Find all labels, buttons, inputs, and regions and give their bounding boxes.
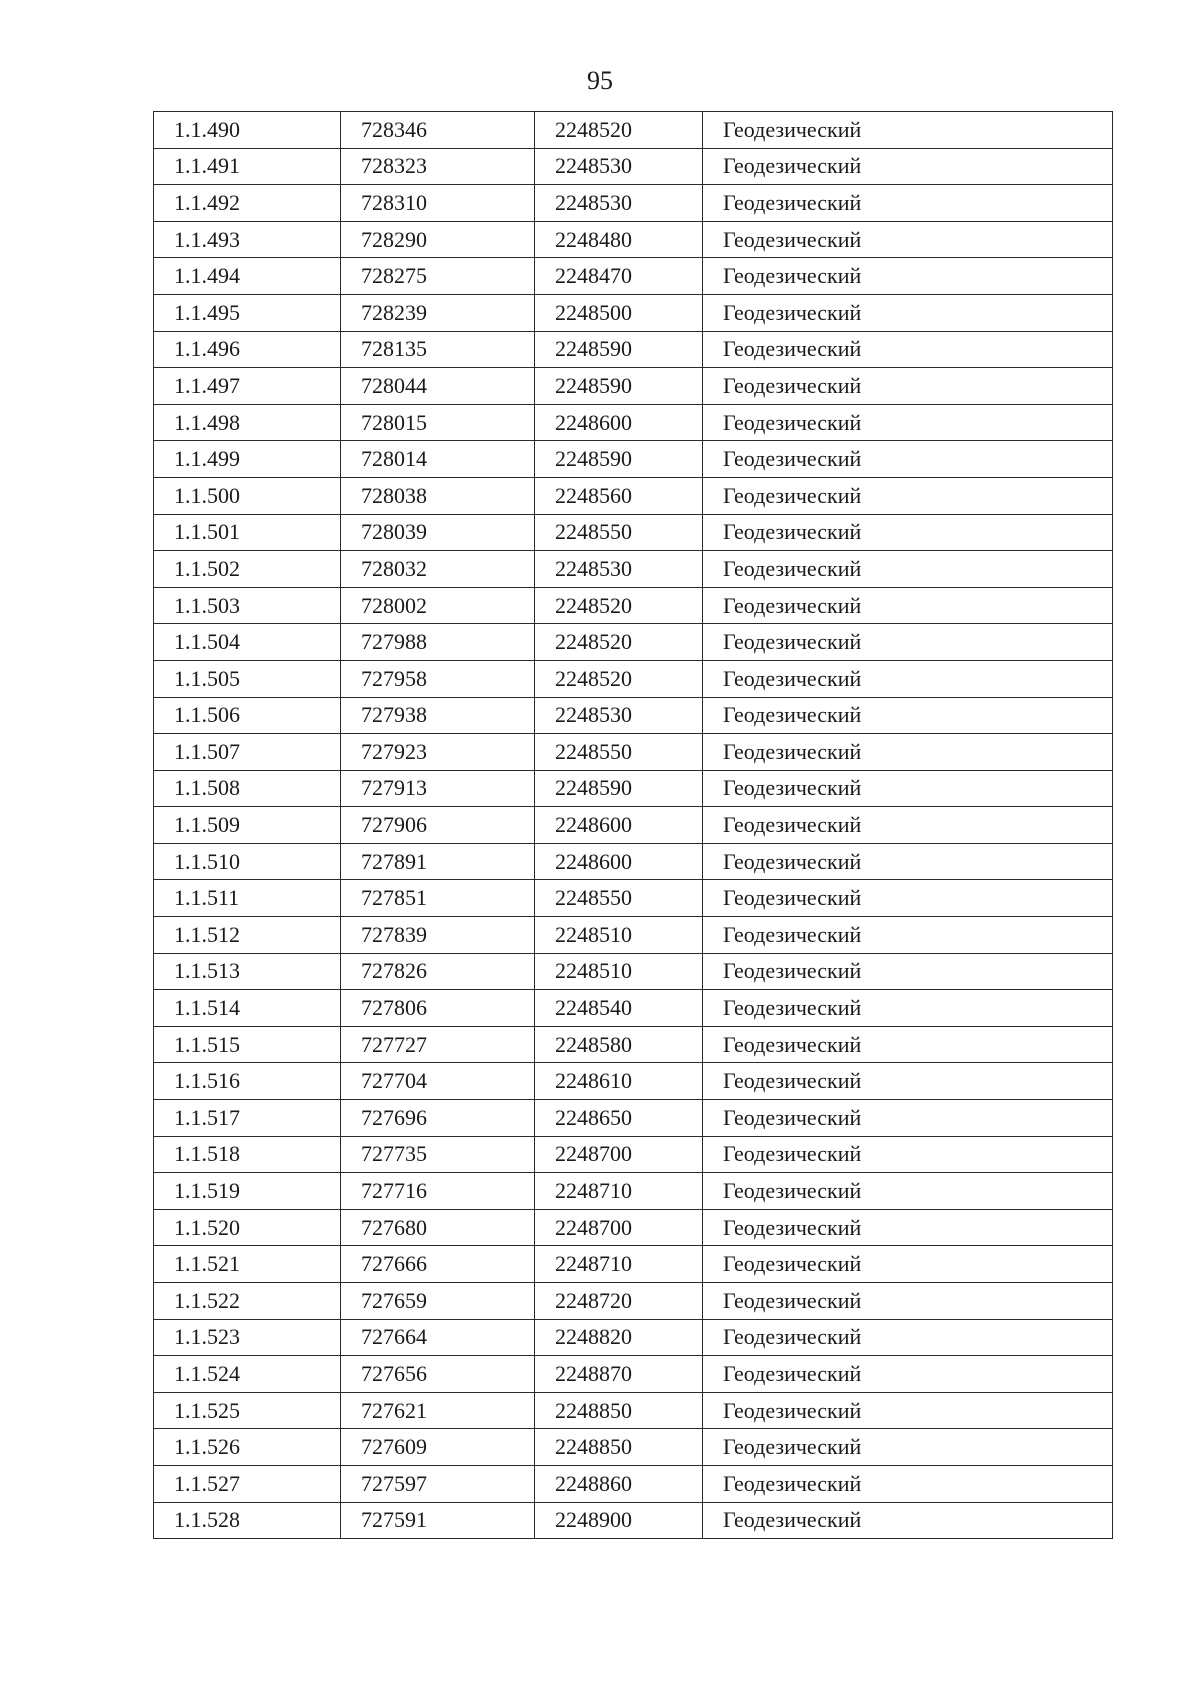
point-type-cell: Геодезический [703,1319,1113,1356]
x-coordinate-cell: 727826 [341,953,535,990]
table-row [154,1283,1113,1320]
point-type-cell: Геодезический [703,1026,1113,1063]
x-coordinate-cell: 727704 [341,1063,535,1100]
y-coordinate-cell: 2248590 [535,368,703,405]
point-number-cell: 1.1.502 [154,551,341,588]
x-coordinate-cell: 728002 [341,587,535,624]
x-coordinate-cell: 728039 [341,514,535,551]
table-row [154,1319,1113,1356]
point-type-cell: Геодезический [703,734,1113,771]
y-coordinate-cell: 2248520 [535,624,703,661]
point-number-cell: 1.1.491 [154,148,341,185]
y-coordinate-cell: 2248560 [535,477,703,514]
point-type-cell: Геодезический [703,1429,1113,1466]
y-coordinate-cell: 2248650 [535,1100,703,1137]
point-number-cell: 1.1.500 [154,477,341,514]
point-type-cell: Геодезический [703,441,1113,478]
y-coordinate-cell: 2248550 [535,514,703,551]
y-coordinate-cell: 2248820 [535,1319,703,1356]
y-coordinate-cell: 2248850 [535,1392,703,1429]
x-coordinate-cell: 727664 [341,1319,535,1356]
y-coordinate-cell: 2248900 [535,1502,703,1539]
point-type-cell: Геодезический [703,404,1113,441]
page-number: 95 [587,66,613,95]
point-type-cell: Геодезический [703,1100,1113,1137]
y-coordinate-cell: 2248590 [535,331,703,368]
point-number-cell: 1.1.497 [154,368,341,405]
table-row [154,843,1113,880]
y-coordinate-cell: 2248530 [535,185,703,222]
point-type-cell: Геодезический [703,1136,1113,1173]
y-coordinate-cell: 2248520 [535,587,703,624]
point-number-cell: 1.1.507 [154,734,341,771]
coordinates-table-body [154,112,1113,1539]
point-number-cell: 1.1.515 [154,1026,341,1063]
y-coordinate-cell: 2248540 [535,990,703,1027]
y-coordinate-cell: 2248550 [535,734,703,771]
x-coordinate-cell: 728239 [341,294,535,331]
x-coordinate-cell: 728015 [341,404,535,441]
point-number-cell: 1.1.498 [154,404,341,441]
y-coordinate-cell: 2248610 [535,1063,703,1100]
table-row [154,734,1113,771]
point-type-cell: Геодезический [703,514,1113,551]
x-coordinate-cell: 727659 [341,1283,535,1320]
x-coordinate-cell: 727923 [341,734,535,771]
point-type-cell: Геодезический [703,917,1113,954]
point-type-cell: Геодезический [703,294,1113,331]
point-type-cell: Геодезический [703,660,1113,697]
x-coordinate-cell: 728032 [341,551,535,588]
point-number-cell: 1.1.496 [154,331,341,368]
x-coordinate-cell: 727938 [341,697,535,734]
table-row [154,514,1113,551]
point-number-cell: 1.1.503 [154,587,341,624]
point-number-cell: 1.1.525 [154,1392,341,1429]
point-number-cell: 1.1.513 [154,953,341,990]
x-coordinate-cell: 728275 [341,258,535,295]
y-coordinate-cell: 2248600 [535,807,703,844]
point-number-cell: 1.1.510 [154,843,341,880]
table-row [154,551,1113,588]
point-type-cell: Геодезический [703,477,1113,514]
table-row [154,148,1113,185]
y-coordinate-cell: 2248870 [535,1356,703,1393]
point-number-cell: 1.1.501 [154,514,341,551]
point-type-cell: Геодезический [703,697,1113,734]
point-type-cell: Геодезический [703,1502,1113,1539]
point-type-cell: Геодезический [703,112,1113,149]
y-coordinate-cell: 2248510 [535,917,703,954]
point-number-cell: 1.1.528 [154,1502,341,1539]
x-coordinate-cell: 727727 [341,1026,535,1063]
point-type-cell: Геодезический [703,221,1113,258]
point-number-cell: 1.1.521 [154,1246,341,1283]
point-type-cell: Геодезический [703,624,1113,661]
table-row [154,441,1113,478]
y-coordinate-cell: 2248550 [535,880,703,917]
point-number-cell: 1.1.492 [154,185,341,222]
point-type-cell: Геодезический [703,843,1113,880]
table-row [154,1063,1113,1100]
point-number-cell: 1.1.527 [154,1465,341,1502]
x-coordinate-cell: 727851 [341,880,535,917]
x-coordinate-cell: 727597 [341,1465,535,1502]
point-number-cell: 1.1.495 [154,294,341,331]
y-coordinate-cell: 2248580 [535,1026,703,1063]
point-type-cell: Геодезический [703,1063,1113,1100]
table-row [154,477,1113,514]
point-number-cell: 1.1.522 [154,1283,341,1320]
point-type-cell: Геодезический [703,1209,1113,1246]
point-number-cell: 1.1.504 [154,624,341,661]
point-type-cell: Геодезический [703,1356,1113,1393]
point-type-cell: Геодезический [703,148,1113,185]
x-coordinate-cell: 728135 [341,331,535,368]
point-type-cell: Геодезический [703,770,1113,807]
table-row [154,1502,1113,1539]
table-row [154,221,1113,258]
point-number-cell: 1.1.508 [154,770,341,807]
point-number-cell: 1.1.490 [154,112,341,149]
x-coordinate-cell: 727906 [341,807,535,844]
y-coordinate-cell: 2248710 [535,1173,703,1210]
x-coordinate-cell: 727696 [341,1100,535,1137]
x-coordinate-cell: 727988 [341,624,535,661]
y-coordinate-cell: 2248590 [535,770,703,807]
point-type-cell: Геодезический [703,880,1113,917]
x-coordinate-cell: 727666 [341,1246,535,1283]
table-row [154,1429,1113,1466]
point-number-cell: 1.1.524 [154,1356,341,1393]
y-coordinate-cell: 2248700 [535,1209,703,1246]
table-row [154,1209,1113,1246]
point-type-cell: Геодезический [703,1392,1113,1429]
point-number-cell: 1.1.511 [154,880,341,917]
x-coordinate-cell: 727591 [341,1502,535,1539]
y-coordinate-cell: 2248510 [535,953,703,990]
table-row [154,112,1113,149]
table-row [154,368,1113,405]
point-number-cell: 1.1.520 [154,1209,341,1246]
x-coordinate-cell: 727716 [341,1173,535,1210]
y-coordinate-cell: 2248530 [535,697,703,734]
point-type-cell: Геодезический [703,953,1113,990]
point-number-cell: 1.1.512 [154,917,341,954]
table-row [154,185,1113,222]
table-row [154,917,1113,954]
y-coordinate-cell: 2248600 [535,404,703,441]
y-coordinate-cell: 2248850 [535,1429,703,1466]
table-row [154,1465,1113,1502]
point-type-cell: Геодезический [703,807,1113,844]
point-number-cell: 1.1.519 [154,1173,341,1210]
x-coordinate-cell: 727680 [341,1209,535,1246]
y-coordinate-cell: 2248710 [535,1246,703,1283]
table-row [154,770,1113,807]
point-type-cell: Геодезический [703,368,1113,405]
x-coordinate-cell: 727621 [341,1392,535,1429]
table-row [154,1026,1113,1063]
x-coordinate-cell: 727656 [341,1356,535,1393]
y-coordinate-cell: 2248500 [535,294,703,331]
point-number-cell: 1.1.517 [154,1100,341,1137]
table-row [154,1100,1113,1137]
table-row [154,624,1113,661]
x-coordinate-cell: 728038 [341,477,535,514]
x-coordinate-cell: 728346 [341,112,535,149]
table-row [154,294,1113,331]
point-type-cell: Геодезический [703,587,1113,624]
table-row [154,331,1113,368]
table-row [154,1392,1113,1429]
point-type-cell: Геодезический [703,990,1113,1027]
point-type-cell: Геодезический [703,1283,1113,1320]
point-type-cell: Геодезический [703,1465,1113,1502]
table-row [154,697,1113,734]
table-row [154,258,1113,295]
y-coordinate-cell: 2248520 [535,660,703,697]
table-row [154,1173,1113,1210]
table-row [154,880,1113,917]
table-row [154,953,1113,990]
x-coordinate-cell: 728323 [341,148,535,185]
point-type-cell: Геодезический [703,1246,1113,1283]
x-coordinate-cell: 727839 [341,917,535,954]
table-row [154,587,1113,624]
point-type-cell: Геодезический [703,331,1113,368]
table-row [154,1136,1113,1173]
y-coordinate-cell: 2248470 [535,258,703,295]
x-coordinate-cell: 727958 [341,660,535,697]
point-number-cell: 1.1.514 [154,990,341,1027]
x-coordinate-cell: 728044 [341,368,535,405]
y-coordinate-cell: 2248590 [535,441,703,478]
y-coordinate-cell: 2248480 [535,221,703,258]
table-row [154,807,1113,844]
x-coordinate-cell: 727913 [341,770,535,807]
x-coordinate-cell: 727609 [341,1429,535,1466]
point-type-cell: Геодезический [703,1173,1113,1210]
x-coordinate-cell: 727735 [341,1136,535,1173]
y-coordinate-cell: 2248860 [535,1465,703,1502]
point-number-cell: 1.1.493 [154,221,341,258]
table-row [154,660,1113,697]
table-row [154,1246,1113,1283]
point-type-cell: Геодезический [703,258,1113,295]
point-type-cell: Геодезический [703,551,1113,588]
point-number-cell: 1.1.526 [154,1429,341,1466]
x-coordinate-cell: 728290 [341,221,535,258]
point-number-cell: 1.1.516 [154,1063,341,1100]
x-coordinate-cell: 728014 [341,441,535,478]
x-coordinate-cell: 727806 [341,990,535,1027]
point-type-cell: Геодезический [703,185,1113,222]
table-row [154,990,1113,1027]
coordinates-table [153,111,1113,1539]
point-number-cell: 1.1.506 [154,697,341,734]
point-number-cell: 1.1.523 [154,1319,341,1356]
x-coordinate-cell: 728310 [341,185,535,222]
x-coordinate-cell: 727891 [341,843,535,880]
y-coordinate-cell: 2248530 [535,551,703,588]
y-coordinate-cell: 2248530 [535,148,703,185]
point-number-cell: 1.1.499 [154,441,341,478]
point-number-cell: 1.1.505 [154,660,341,697]
table-row [154,404,1113,441]
point-number-cell: 1.1.518 [154,1136,341,1173]
y-coordinate-cell: 2248600 [535,843,703,880]
y-coordinate-cell: 2248520 [535,112,703,149]
point-number-cell: 1.1.509 [154,807,341,844]
y-coordinate-cell: 2248720 [535,1283,703,1320]
point-number-cell: 1.1.494 [154,258,341,295]
y-coordinate-cell: 2248700 [535,1136,703,1173]
table-row [154,1356,1113,1393]
